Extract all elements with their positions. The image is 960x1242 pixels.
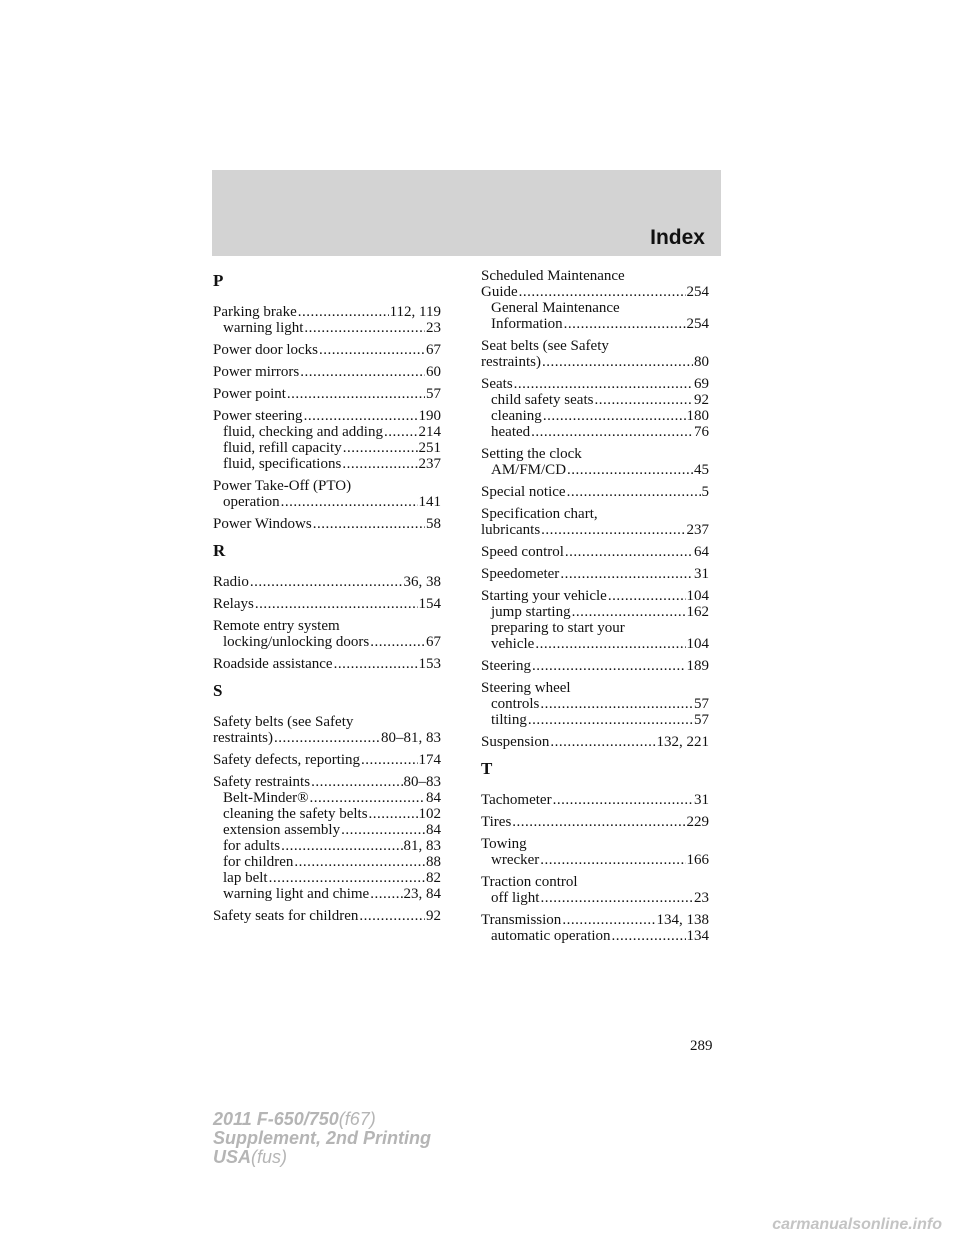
index-subentry: [213, 456, 441, 472]
page-ref: 45: [694, 462, 709, 478]
entry-text: Speedometer: [481, 566, 560, 582]
section-letter: S: [213, 681, 223, 700]
footer-market-code: (fus): [251, 1147, 288, 1167]
entry-text: Safety defects, reporting: [213, 752, 361, 768]
page-ref: 112, 119: [389, 304, 441, 320]
entry-text: Power mirrors: [213, 364, 300, 380]
index-entry: [213, 364, 441, 380]
page-ref: 102: [418, 806, 441, 822]
page-ref: 92: [426, 908, 441, 924]
dot-leader: [519, 284, 686, 300]
index-entry-line: [213, 516, 441, 532]
entry-text: Remote entry system: [213, 618, 340, 634]
index-entry: [481, 836, 709, 868]
index-subentry: [213, 634, 441, 650]
page-ref: 81, 83: [403, 838, 441, 854]
page-ref: 57: [694, 712, 709, 728]
page-ref: 104: [686, 588, 709, 604]
index-entry-line: [481, 734, 709, 750]
index-entry: [481, 734, 709, 750]
dot-leader: [361, 752, 417, 768]
page-ref: 58: [426, 516, 441, 532]
section-letter: R: [213, 541, 226, 560]
index-entry: [481, 566, 709, 582]
index-subentry: [481, 636, 709, 652]
dot-leader: [542, 354, 693, 370]
entry-text: fluid, refill capacity: [223, 440, 342, 456]
page-ref: 153: [418, 656, 441, 672]
dot-leader: [612, 928, 686, 944]
dot-leader: [359, 908, 425, 924]
dot-leader: [540, 696, 693, 712]
index-subentry: [481, 424, 709, 440]
dot-leader: [304, 408, 418, 424]
index-entry-line: [481, 522, 709, 538]
index-entry-line: [213, 386, 441, 402]
footer: [213, 1110, 431, 1167]
dot-leader: [572, 604, 686, 620]
index-entry-line: [481, 658, 709, 674]
page-ref: 237: [686, 522, 709, 538]
dot-leader: [343, 440, 418, 456]
dot-leader: [543, 408, 686, 424]
index-entry-line: [213, 408, 441, 424]
header-band: [212, 170, 721, 256]
page-ref: 80–81, 83: [381, 730, 441, 746]
dot-leader: [565, 544, 693, 560]
entry-text: child safety seats: [491, 392, 594, 408]
index-subentry: [481, 604, 709, 620]
index-subentry: [481, 620, 709, 636]
entry-text: Steering: [481, 658, 531, 674]
page-ref: 80–83: [403, 774, 441, 790]
index-entry-line: [481, 446, 709, 462]
index-entry-line: [481, 484, 709, 500]
entry-text: for children: [223, 854, 294, 870]
entry-text: restraints): [481, 354, 541, 370]
entry-text: Power Take-Off (PTO): [213, 478, 352, 494]
entry-text: Starting your vehicle: [481, 588, 607, 604]
page-ref: 254: [686, 316, 709, 332]
dot-leader: [319, 342, 425, 358]
index-entry: [481, 588, 709, 652]
entry-text: jump starting: [491, 604, 571, 620]
page-ref: 141: [418, 494, 441, 510]
dot-leader: [567, 484, 701, 500]
entry-text: warning light and chime: [223, 886, 370, 902]
page-ref: 76: [694, 424, 709, 440]
dot-leader: [594, 392, 693, 408]
index-subentry: [213, 424, 441, 440]
entry-text: heated: [491, 424, 531, 440]
dot-leader: [564, 316, 686, 332]
index-entry: [213, 596, 441, 612]
index-entry: [481, 376, 709, 440]
page-ref: 23: [426, 320, 441, 336]
dot-leader: [281, 494, 418, 510]
index-subentry: [213, 870, 441, 886]
dot-leader: [342, 456, 417, 472]
page-ref: 162: [686, 604, 709, 620]
entry-text: Power Windows: [213, 516, 312, 532]
entry-text: Speed control: [481, 544, 564, 560]
index-entry: [213, 342, 441, 358]
index-subentry: [213, 320, 441, 336]
entry-text: automatic operation: [491, 928, 611, 944]
entry-text: preparing to start your: [491, 620, 625, 636]
index-subentry: [481, 696, 709, 712]
index-entry: [213, 618, 441, 650]
page-ref: 180: [686, 408, 709, 424]
entry-text: Steering wheel: [481, 680, 571, 696]
page-ref: 57: [426, 386, 441, 402]
entry-text: Parking brake: [213, 304, 297, 320]
entry-text: Transmission: [481, 912, 562, 928]
page-ref: 214: [418, 424, 441, 440]
footer-model: 2011 F-650/750: [213, 1109, 339, 1129]
index-subentry: [213, 822, 441, 838]
index-subentry: [213, 838, 441, 854]
entry-text: fluid, specifications: [223, 456, 342, 472]
index-entry-line: [481, 268, 709, 284]
page-ref: 23, 84: [403, 886, 441, 902]
index-entry-line: [481, 376, 709, 392]
entry-text: extension assembly: [223, 822, 341, 838]
dot-leader: [531, 424, 693, 440]
entry-text: wrecker: [491, 852, 540, 868]
footer-model-code: (f67): [338, 1109, 376, 1129]
entry-text: Safety seats for children: [213, 908, 359, 924]
entry-text: Scheduled Maintenance: [481, 268, 625, 284]
index-subentry: [481, 928, 709, 944]
entry-text: operation: [223, 494, 280, 510]
index-entry-line: [481, 588, 709, 604]
dot-leader: [304, 320, 425, 336]
index-entry: [481, 484, 709, 500]
page-number: 289: [690, 1038, 713, 1054]
page-ref: 23: [694, 890, 709, 906]
section-letter: P: [213, 271, 224, 290]
index-subentry: [213, 854, 441, 870]
page-ref: 174: [418, 752, 441, 768]
index-entry: [481, 544, 709, 560]
dot-leader: [313, 516, 425, 532]
page-ref: 67: [426, 342, 441, 358]
page-ref: 134, 138: [656, 912, 709, 928]
dot-leader: [334, 656, 418, 672]
page-ref: 31: [694, 792, 709, 808]
page-ref: 82: [426, 870, 441, 886]
index-entry-line: [481, 506, 709, 522]
watermark: carmanualsonline.info: [772, 1216, 942, 1233]
entry-text: Seat belts (see Safety: [481, 338, 609, 354]
dot-leader: [550, 734, 655, 750]
entry-text: Suspension: [481, 734, 550, 750]
dot-leader: [269, 870, 425, 886]
index-entry-line: [213, 596, 441, 612]
page-ref: 229: [686, 814, 709, 830]
dot-leader: [540, 890, 693, 906]
index-subentry: [481, 316, 709, 332]
index-entry-line: [213, 342, 441, 358]
footer-printing: Supplement, 2nd Printing: [213, 1128, 432, 1148]
page-ref: 190: [418, 408, 441, 424]
page-ref: 67: [426, 634, 441, 650]
dot-leader: [298, 304, 389, 320]
entry-text: lap belt: [223, 870, 268, 886]
index-subentry: [481, 852, 709, 868]
index-entry-line: [213, 656, 441, 672]
index-entry-line: [481, 792, 709, 808]
index-entry: [213, 656, 441, 672]
entry-text: for adults: [223, 838, 281, 854]
index-column-left: [213, 268, 441, 930]
dot-leader: [370, 886, 402, 902]
index-subentry: [213, 790, 441, 806]
page-ref: 84: [426, 790, 441, 806]
entry-text: Radio: [213, 574, 249, 590]
dot-leader: [567, 462, 693, 478]
index-entry: [481, 912, 709, 944]
index-entry-line: [213, 908, 441, 924]
index-entry: [481, 446, 709, 478]
dot-leader: [608, 588, 686, 604]
dot-leader: [562, 912, 655, 928]
entry-text: fluid, checking and adding: [223, 424, 383, 440]
entry-text: cleaning the safety belts: [223, 806, 368, 822]
entry-text: Information: [491, 316, 563, 332]
dot-leader: [287, 386, 425, 402]
index-entry-line: [213, 730, 441, 746]
entry-text: vehicle: [491, 636, 535, 652]
entry-text: locking/unlocking doors: [223, 634, 370, 650]
index-subentry: [213, 886, 441, 902]
entry-text: Setting the clock: [481, 446, 582, 462]
page-ref: 154: [418, 596, 441, 612]
dot-leader: [300, 364, 425, 380]
index-entry: [481, 680, 709, 728]
index-entry-line: [213, 478, 441, 494]
entry-text: Power door locks: [213, 342, 318, 358]
index-subentry: [481, 712, 709, 728]
index-entry: [213, 386, 441, 402]
page-ref: 237: [418, 456, 441, 472]
dot-leader: [560, 566, 693, 582]
index-entry-line: [213, 714, 441, 730]
dot-leader: [311, 774, 402, 790]
entry-text: lubricants: [481, 522, 541, 538]
entry-text: Relays: [213, 596, 254, 612]
index-entry-line: [213, 304, 441, 320]
index-entry: [213, 908, 441, 924]
index-subentry: [481, 300, 709, 316]
index-entry: [213, 478, 441, 510]
index-entry: [213, 752, 441, 768]
page-ref: 64: [694, 544, 709, 560]
entry-text: tilting: [491, 712, 527, 728]
index-entry: [481, 792, 709, 808]
entry-text: off light: [491, 890, 540, 906]
page-ref: 69: [694, 376, 709, 392]
index-subentry: [481, 462, 709, 478]
index-entry-line: [481, 874, 709, 890]
entry-text: AM/FM/CD: [491, 462, 567, 478]
index-entry: [213, 516, 441, 532]
entry-text: Seats: [481, 376, 513, 392]
dot-leader: [512, 814, 685, 830]
dot-leader: [369, 806, 418, 822]
dot-leader: [540, 852, 685, 868]
page-ref: 134: [686, 928, 709, 944]
index-entry-line: [481, 566, 709, 582]
index-entry-line: [481, 544, 709, 560]
page-ref: 57: [694, 696, 709, 712]
index-entry-line: [213, 618, 441, 634]
page-ref: 36, 38: [403, 574, 441, 590]
index-entry-line: [481, 680, 709, 696]
page-ref: 254: [686, 284, 709, 300]
index-entry-line: [481, 338, 709, 354]
entry-text: Guide: [481, 284, 518, 300]
dot-leader: [341, 822, 425, 838]
index-entry: [481, 658, 709, 674]
entry-text: controls: [491, 696, 540, 712]
index-subentry: [481, 408, 709, 424]
entry-text: cleaning: [491, 408, 542, 424]
entry-text: Traction control: [481, 874, 578, 890]
entry-text: General Maintenance: [491, 300, 620, 316]
entry-text: Specification chart,: [481, 506, 598, 522]
entry-text: Tachometer: [481, 792, 552, 808]
entry-text: Power steering: [213, 408, 303, 424]
page-ref: 166: [686, 852, 709, 868]
entry-text: Towing: [481, 836, 527, 852]
index-entry: [481, 268, 709, 332]
page-ref: 84: [426, 822, 441, 838]
dot-leader: [541, 522, 685, 538]
dot-leader: [274, 730, 380, 746]
dot-leader: [384, 424, 418, 440]
dot-leader: [370, 634, 425, 650]
dot-leader: [553, 792, 693, 808]
entry-text: Safety restraints: [213, 774, 311, 790]
dot-leader: [528, 712, 693, 728]
index-subentry: [213, 806, 441, 822]
page-ref: 251: [418, 440, 441, 456]
index-entry-line: [481, 912, 709, 928]
dot-leader: [255, 596, 418, 612]
index-entry: [213, 574, 441, 590]
page-ref: 92: [694, 392, 709, 408]
entry-text: Power point: [213, 386, 286, 402]
index-entry: [213, 714, 441, 746]
index-entry-line: [481, 814, 709, 830]
index-column-right: [481, 268, 709, 950]
entry-text: Roadside assistance: [213, 656, 333, 672]
index-entry-line: [213, 574, 441, 590]
entry-text: Belt-Minder®: [223, 790, 309, 806]
dot-leader: [310, 790, 425, 806]
dot-leader: [281, 838, 402, 854]
entry-text: restraints): [213, 730, 273, 746]
index-subentry: [213, 494, 441, 510]
page-ref: 104: [686, 636, 709, 652]
dot-leader: [532, 658, 686, 674]
index-entry-line: [481, 836, 709, 852]
page-ref: 88: [426, 854, 441, 870]
index-entry-line: [481, 284, 709, 300]
index-subentry: [481, 890, 709, 906]
page-ref: 31: [694, 566, 709, 582]
dot-leader: [535, 636, 685, 652]
page-ref: 5: [701, 484, 709, 500]
index-entry: [213, 774, 441, 902]
index-entry: [481, 814, 709, 830]
page-ref: 60: [426, 364, 441, 380]
entry-text: Special notice: [481, 484, 566, 500]
page-ref: 132, 221: [656, 734, 709, 750]
index-entry: [213, 408, 441, 472]
footer-market: USA: [213, 1147, 252, 1167]
index-entry: [481, 506, 709, 538]
index-subentry: [213, 440, 441, 456]
entry-text: warning light: [223, 320, 304, 336]
section-letter: T: [481, 759, 493, 778]
entry-text: Tires: [481, 814, 512, 830]
index-entry-line: [481, 354, 709, 370]
dot-leader: [250, 574, 403, 590]
page-ref: 80: [694, 354, 709, 370]
index-entry: [481, 874, 709, 906]
index-entry: [213, 304, 441, 336]
entry-text: Safety belts (see Safety: [213, 714, 354, 730]
index-entry-line: [213, 752, 441, 768]
page-ref: 189: [686, 658, 709, 674]
index-entry-line: [213, 774, 441, 790]
dot-leader: [294, 854, 425, 870]
index-entry-line: [213, 364, 441, 380]
index-entry: [481, 338, 709, 370]
dot-leader: [514, 376, 693, 392]
section-title: Index: [650, 226, 705, 249]
index-subentry: [481, 392, 709, 408]
